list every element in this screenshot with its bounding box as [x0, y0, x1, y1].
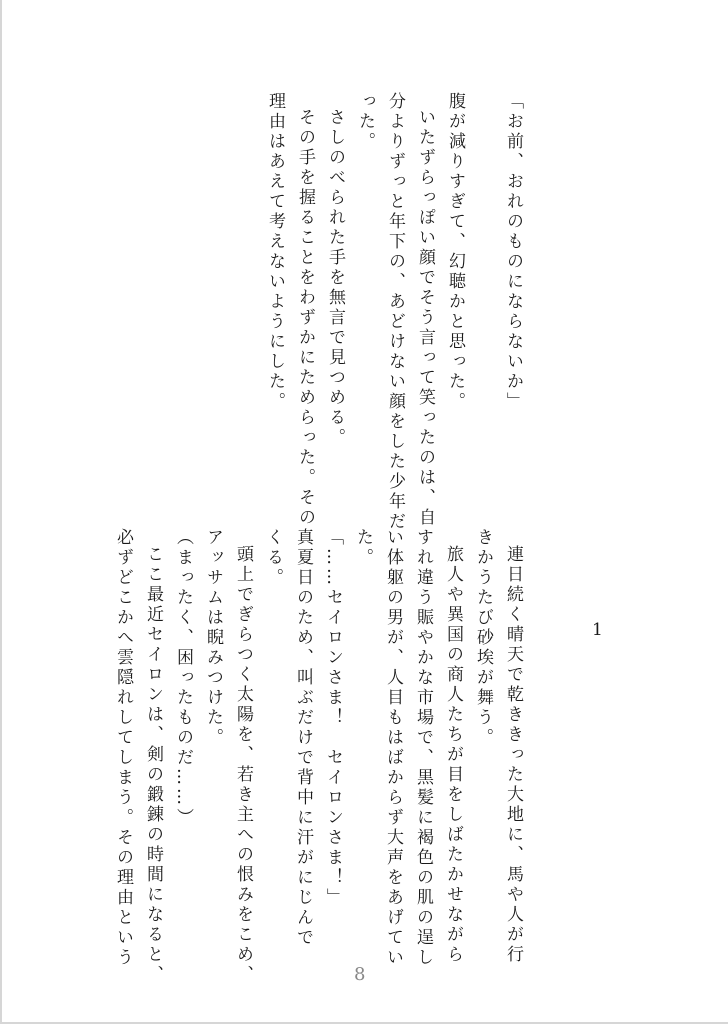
lower-line: 旅人や異国の商人たちが目をしばたかせながら — [443, 545, 463, 965]
lower-line: （まったく、困ったものだ……） — [173, 528, 193, 828]
upper-line: 「お前、おれのものにならないか」 — [503, 92, 523, 412]
lower-line: 真夏日のため、叫ぶだけで背中に汗がにじんで — [293, 528, 313, 948]
upper-line: いたずらっぽい顔でそう言って笑ったのは、自 — [415, 108, 435, 528]
lower-line: くる。 — [263, 528, 283, 588]
page-number: 8 — [354, 964, 366, 985]
lower-line: 連日続く晴天で乾ききった大地に、馬や人が行 — [503, 545, 523, 965]
lower-line: い体躯の男が、人目もはばからず大声をあげてい — [383, 528, 403, 968]
lower-line: た。 — [353, 528, 373, 568]
lower-line: ここ最近セイロンは、剣の鍛錬の時間になると、 — [143, 545, 163, 985]
upper-line: 腹が減りすぎて、幻聴かと思った。 — [445, 92, 465, 412]
lower-line: 「……セイロンさま！ セイロンさま！」 — [323, 528, 343, 908]
upper-line: さしのべられた手を無言で見つめる。 — [325, 108, 345, 448]
lower-line: アッサムは睨みつけた。 — [203, 528, 223, 748]
upper-line: 理由はあえて考えないようにした。 — [265, 92, 285, 412]
upper-line: った。 — [355, 92, 375, 152]
upper-line: 分よりずっと年下の、あどけない顔をした少年だ — [385, 92, 405, 532]
lower-line: 頭上でぎらつく太陽を、若き主への恨みをこめ、 — [233, 545, 253, 985]
lower-line: すれ違う賑やかな市場で、黒髪に褐色の肌の逞し — [413, 528, 433, 968]
upper-line: その手を握ることをわずかにためらった。その — [295, 108, 315, 528]
chapter-number: 1 — [592, 620, 603, 640]
lower-line: きかうたび砂埃が舞う。 — [473, 528, 493, 748]
lower-line: 必ずどこかへ雲隠れしてしまう。その理由という — [113, 528, 133, 968]
